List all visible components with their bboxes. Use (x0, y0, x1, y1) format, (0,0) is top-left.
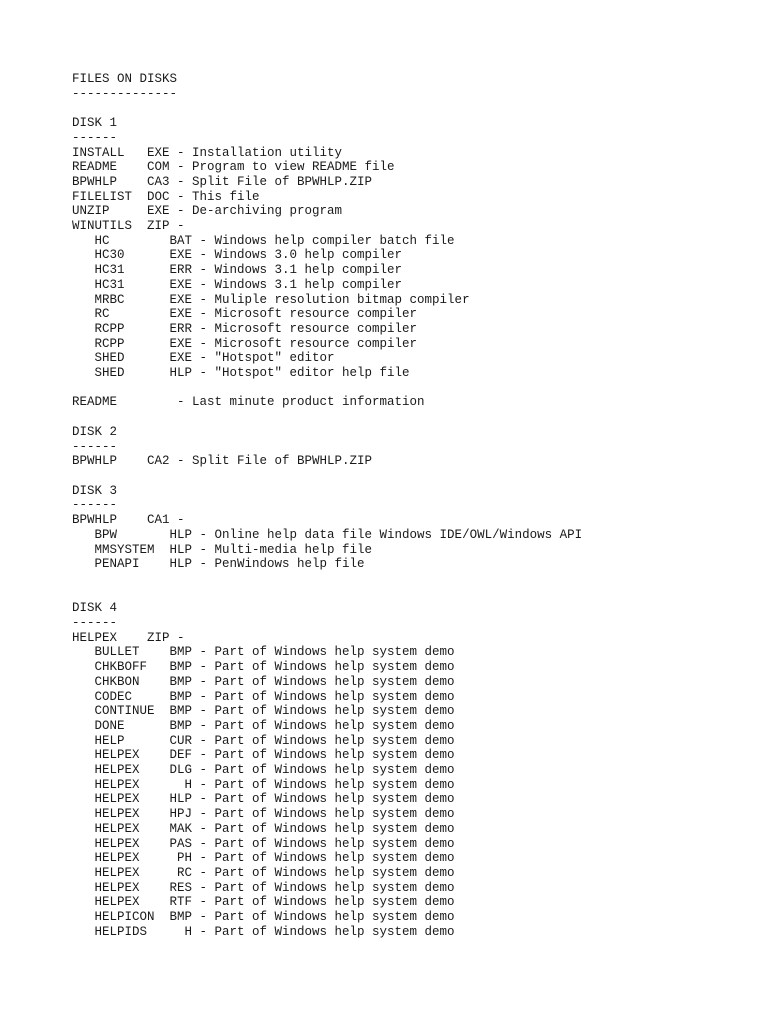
text-line: ------ (72, 616, 118, 631)
text-line: UNZIP EXE - De-archiving program (72, 204, 343, 219)
text-line: HELPEX DEF - Part of Windows help system demo (72, 748, 455, 763)
text-line: DISK 3 (72, 483, 118, 498)
text-line: ------ (72, 498, 118, 513)
text-line: ------ (72, 130, 118, 145)
text-line: FILES ON DISKS (72, 72, 178, 86)
text-line: MRBC EXE - Muliple resolution bitmap compiler (72, 292, 470, 307)
text-line: DISK 2 (72, 424, 118, 439)
text-line: README COM - Program to view README file (72, 160, 395, 175)
text-line: HELP CUR - Part of Windows help system demo (72, 733, 455, 748)
text-line: HELPEX HPJ - Part of Windows help system demo (72, 807, 455, 822)
text-line: HELPEX DLG - Part of Windows help system demo (72, 763, 455, 778)
text-line: DISK 1 (72, 116, 118, 131)
text-line: DONE BMP - Part of Windows help system demo (72, 718, 455, 733)
text-line: HELPIDS H - Part of Windows help system demo (72, 924, 455, 939)
text-line: HELPEX RC - Part of Windows help system demo (72, 865, 455, 880)
text-line: HELPEX RES - Part of Windows help system demo (72, 880, 455, 895)
text-line: SHED EXE - "Hotspot" editor (72, 351, 335, 366)
text-line: HC30 EXE - Windows 3.0 help compiler (72, 248, 403, 263)
text-line: SHED HLP - "Hotspot" editor help file (72, 366, 410, 381)
text-line: INSTALL EXE - Installation utility (72, 145, 343, 160)
text-line: BPWHLP CA2 - Split File of BPWHLP.ZIP (72, 454, 373, 469)
text-line: BPW HLP - Online help data file Windows IDE/OWL/Windows API (72, 527, 583, 542)
text-line: RC EXE - Microsoft resource compiler (72, 307, 418, 322)
text-line: CODEC BMP - Part of Windows help system demo (72, 689, 455, 704)
text-line: BPWHLP CA3 - Split File of BPWHLP.ZIP (72, 174, 373, 189)
text-line: FILELIST DOC - This file (72, 189, 260, 204)
text-line: CHKBON BMP - Part of Windows help system demo (72, 674, 455, 689)
text-line: BULLET BMP - Part of Windows help system demo (72, 645, 455, 660)
text-line: HELPEX HLP - Part of Windows help system demo (72, 792, 455, 807)
text-line: RCPP ERR - Microsoft resource compiler (72, 321, 418, 336)
text-line: HC31 EXE - Windows 3.1 help compiler (72, 277, 403, 292)
text-line: MMSYSTEM HLP - Multi-media help file (72, 542, 373, 557)
text-line: DISK 4 (72, 601, 118, 616)
text-line: -------------- (72, 86, 178, 101)
text-line: BPWHLP CA1 - (72, 513, 185, 528)
text-line: HELPEX H - Part of Windows help system demo (72, 777, 455, 792)
text-line: HELPEX ZIP - (72, 630, 185, 645)
document-page (72, 72, 732, 939)
text-line: HELPEX MAK - Part of Windows help system demo (72, 821, 455, 836)
text-line: CONTINUE BMP - Part of Windows help system demo (72, 704, 455, 719)
text-line: HELPICON BMP - Part of Windows help system demo (72, 910, 455, 925)
text-line: RCPP EXE - Microsoft resource compiler (72, 336, 418, 351)
text-line: HELPEX PH - Part of Windows help system demo (72, 851, 455, 866)
text-line: HELPEX PAS - Part of Windows help system demo (72, 836, 455, 851)
text-line: ------ (72, 439, 118, 454)
file-listing-text (72, 72, 732, 939)
text-line: HELPEX RTF - Part of Windows help system demo (72, 895, 455, 910)
text-line: HC BAT - Windows help compiler batch file (72, 233, 455, 248)
text-line: PENAPI HLP - PenWindows help file (72, 557, 365, 572)
text-line: WINUTILS ZIP - (72, 219, 185, 234)
text-line: CHKBOFF BMP - Part of Windows help system demo (72, 660, 455, 675)
text-line: README - Last minute product information (72, 395, 425, 410)
text-line: HC31 ERR - Windows 3.1 help compiler (72, 263, 403, 278)
